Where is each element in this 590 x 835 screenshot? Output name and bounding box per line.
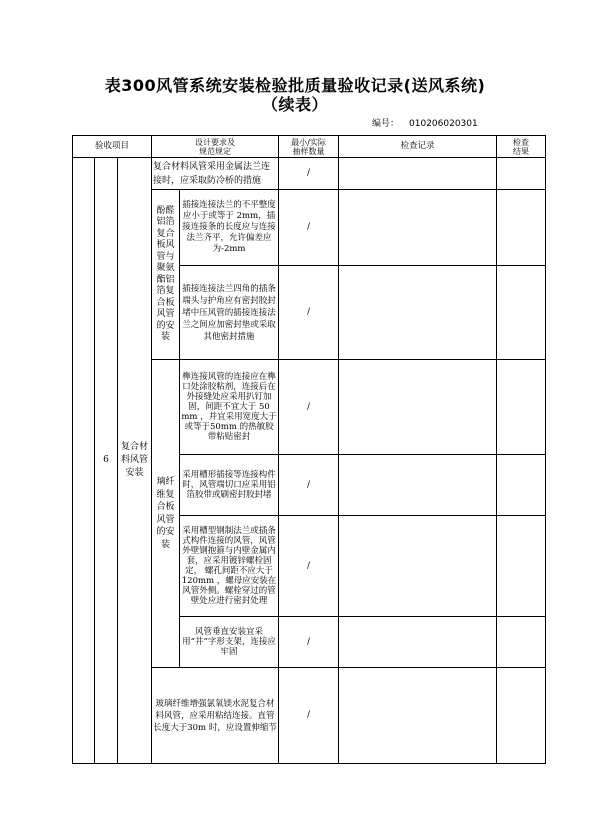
result-cell (497, 516, 546, 617)
record-cell (339, 668, 497, 764)
sample-cell: / (279, 516, 339, 617)
row-blank-left (73, 158, 95, 764)
page-subtitle: （续表） (261, 95, 328, 114)
document-code (372, 116, 478, 129)
record-cell (339, 360, 497, 455)
record-cell (339, 617, 497, 668)
table-row (73, 158, 546, 190)
item-name: 复合材 料风管 安装 (118, 158, 152, 764)
result-cell (497, 360, 546, 455)
header-sample: 最小/实际 抽样数量 (279, 136, 339, 158)
inspection-table (72, 135, 546, 764)
record-cell (339, 266, 497, 360)
result-cell (497, 668, 546, 764)
record-cell (339, 190, 497, 266)
requirement-cell: 采用槽型钢制法兰或插条式构件连接的风管，风管外壁钢抱箍与内壁金属内套，应采用镀锌螺栓固定， 螺孔间距不应大于 120mm ，螺母应安装在风管外侧。螺栓穿过的管壁处应进行密封处理 (180, 516, 279, 617)
record-cell (339, 158, 497, 190)
sample-cell: / (279, 158, 339, 190)
record-cell (339, 455, 497, 516)
result-cell (497, 158, 546, 190)
sample-cell: / (279, 266, 339, 360)
page-title: 表300风管系统安装检验批质量验收记录(送风系统) (104, 76, 486, 95)
header-record: 检查记录 (339, 136, 497, 158)
sample-cell: / (279, 617, 339, 668)
header-design: 设计要求及 规范规定 (152, 136, 279, 158)
result-cell (497, 266, 546, 360)
header-row (73, 136, 546, 158)
result-cell (497, 190, 546, 266)
sample-cell: / (279, 668, 339, 764)
record-cell (339, 516, 497, 617)
sample-cell: / (279, 360, 339, 455)
header-item: 验收项目 (73, 136, 152, 158)
code-label: 编号： (372, 119, 400, 129)
code-value: 010206020301 (409, 119, 478, 129)
sample-cell: / (279, 455, 339, 516)
requirement-cell: 插接连接法兰的不平整度应小于或等于 2mm，插接连接条的长度应与连接法兰齐平，允许偏差应为-2mm (180, 190, 279, 266)
group-label: 璃纤 维复 合板 风管 的安 装 (152, 360, 180, 668)
requirement-cell: 榫连接风管的连接应在榫口处涂胶粘剂，连接后在外接缝处应采用扒钉加固，间距不宜大于 50 mm ，并宜采用宽度大于或等于50mm 的热敏胶带粘贴密封 (180, 360, 279, 455)
requirement-cell: 复合材料风管采用金属法兰连接时，应采取防冷桥的措施 (152, 158, 279, 190)
requirement-cell: 玻璃纤维增强氯氧镁水泥复合材料风管，应采用粘结连接。直管长度大于30m 时，应设置伸缩节 (152, 668, 279, 764)
result-cell (497, 617, 546, 668)
header-result: 检查 结果 (497, 136, 546, 158)
requirement-cell: 风管垂直安装宜采用“井”字形支架，连接应牢固 (180, 617, 279, 668)
requirement-cell: 采用槽形插接等连接构件时，风管端切口应采用铝箔胶带或刷密封胶封堵 (180, 455, 279, 516)
sample-cell: / (279, 190, 339, 266)
requirement-cell: 插接连接法兰四角的插条端头与护角应有密封胶封堵中压风管的插接连接法兰之间应加密封垫或采取其他密封措施 (180, 266, 279, 360)
item-number: 6 (95, 158, 118, 764)
group-label: 酚醛 铝箔 复合 板风 管与 聚氨 酯铝 箔复 合板 风管 的安 装 (152, 190, 180, 360)
result-cell (497, 455, 546, 516)
